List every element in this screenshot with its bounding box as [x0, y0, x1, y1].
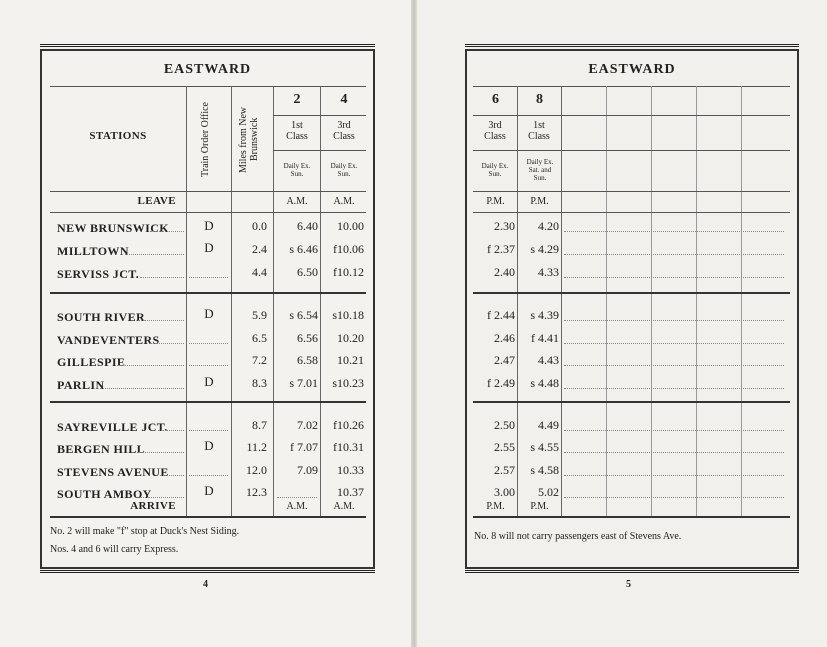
right-leave-divider — [473, 212, 790, 213]
station-leader — [100, 388, 184, 389]
train-6-time: 2.30 — [494, 219, 515, 233]
train-6-number: 6 — [492, 92, 499, 107]
train-8-number: 8 — [536, 92, 543, 107]
train-2-time: s 6.54 — [289, 308, 318, 322]
train-8-time: 4.43 — [538, 353, 559, 367]
office-leader — [189, 475, 228, 476]
station-leader — [140, 497, 184, 498]
train-2-time: 6.56 — [297, 331, 318, 345]
train-4-class: 3rd Class — [333, 120, 355, 142]
station-name: NEW BRUNSWICK — [57, 221, 169, 235]
station-leader — [150, 343, 184, 344]
train-8-time: s 4.29 — [530, 242, 559, 256]
miles-value: 2.4 — [252, 242, 267, 256]
train-6-time: 2.57 — [494, 463, 515, 477]
leave-label: LEAVE — [137, 195, 176, 207]
left-train-num-divider — [273, 115, 366, 116]
left-group-divider-2 — [50, 401, 366, 403]
right-group-divider-2 — [473, 401, 790, 403]
station-leader — [158, 430, 184, 431]
miles-header: Miles from New Brunswick — [238, 106, 260, 173]
station-name: VANDEVENTERS — [57, 333, 160, 347]
train-2-time: 6.58 — [297, 353, 318, 367]
train-4-time: f10.31 — [333, 440, 364, 454]
left-note-1: No. 2 will make "f" stop at Duck's Nest Siding. — [50, 526, 240, 537]
station-leader — [138, 320, 184, 321]
miles-value: 8.7 — [252, 418, 267, 432]
station-name: STEVENS AVENUE — [57, 465, 169, 479]
right-timetable-frame — [465, 49, 799, 569]
row-leader — [564, 320, 784, 321]
station-name: SAYREVILLE JCT. — [57, 420, 168, 434]
office-leader — [189, 365, 228, 366]
row-leader — [564, 365, 784, 366]
office-leader — [189, 430, 228, 431]
right-group-divider-1 — [473, 292, 790, 294]
miles-value: 12.0 — [246, 463, 267, 477]
row-leader — [564, 430, 784, 431]
train-8-time: s 4.48 — [530, 376, 559, 390]
right-header-divider — [473, 191, 790, 192]
train-4-time: 10.33 — [337, 463, 364, 477]
office-code: D — [204, 218, 214, 233]
stations-header: STATIONS — [89, 130, 147, 142]
train-2-time: s 7.01 — [289, 376, 318, 390]
train-8-time: 4.20 — [538, 219, 559, 233]
arrive-t2-ampm: A.M. — [286, 501, 308, 512]
train-2-number: 2 — [293, 92, 301, 107]
right-class-divider — [473, 150, 790, 151]
train-8-time: s 4.58 — [530, 463, 559, 477]
right-note: No. 8 will not carry passengers east of Stevens Ave. — [474, 531, 682, 542]
station-name: BERGEN HILL — [57, 442, 146, 456]
train-6-time: 2.55 — [494, 440, 515, 454]
train-4-time: 10.21 — [337, 353, 364, 367]
station-name: PARLIN — [57, 378, 105, 392]
office-code: D — [204, 483, 214, 498]
miles-value: 4.4 — [252, 265, 267, 279]
train-2-time-leader — [277, 497, 317, 498]
row-leader — [564, 497, 784, 498]
station-leader — [125, 254, 184, 255]
station-name: GILLESPIE — [57, 355, 126, 369]
row-leader — [564, 231, 784, 232]
train-6-time: f 2.49 — [487, 376, 515, 390]
leave-t2-ampm: A.M. — [286, 196, 308, 207]
train-8-time: s 4.39 — [530, 308, 559, 322]
train-6-time: f 2.37 — [487, 242, 515, 256]
train-4-time: f10.12 — [333, 265, 364, 279]
leave-t6-ampm: P.M. — [486, 196, 505, 207]
train-4-time: f10.06 — [333, 242, 364, 256]
arrive-t4-ampm: A.M. — [333, 501, 355, 512]
train-6-time: 2.50 — [494, 418, 515, 432]
right-title: EASTWARD — [588, 62, 676, 77]
train-8-class: 1st Class — [528, 120, 550, 142]
miles-value: 11.2 — [246, 440, 267, 454]
train-2-time: 6.40 — [297, 219, 318, 233]
miles-value: 0.0 — [252, 219, 267, 233]
train-4-days: Daily Ex. Sun. — [330, 162, 358, 178]
station-leader — [138, 452, 184, 453]
office-code: D — [204, 240, 214, 255]
left-header-divider — [50, 191, 366, 192]
left-leave-divider — [50, 212, 366, 213]
right-title-divider — [473, 86, 790, 87]
left-class-divider — [273, 150, 366, 151]
train-4-time: s10.23 — [332, 376, 364, 390]
train-6-time: f 2.44 — [487, 308, 515, 322]
row-leader — [564, 388, 784, 389]
arrive-t8-ampm: P.M. — [530, 501, 549, 512]
train-order-office-header: Train Order Office — [200, 102, 211, 177]
left-note-2: Nos. 4 and 6 will carry Express. — [50, 544, 179, 555]
right-table-bottom — [473, 516, 790, 518]
row-leader — [564, 277, 784, 278]
train-2-time: f 7.07 — [290, 440, 318, 454]
miles-value: 8.3 — [252, 376, 267, 390]
office-leader — [189, 343, 228, 344]
arrive-label: ARRIVE — [130, 500, 176, 512]
station-name: SOUTH RIVER — [57, 310, 146, 324]
office-code: D — [204, 438, 214, 453]
miles-value: 6.5 — [252, 331, 267, 345]
station-name: SERVISS JCT. — [57, 267, 140, 281]
left-group-divider-1 — [50, 292, 366, 294]
right-page-number: 5 — [626, 579, 631, 590]
train-8-time: 5.02 — [538, 485, 559, 499]
train-2-time: 6.50 — [297, 265, 318, 279]
station-name: MILLTOWN — [57, 244, 129, 258]
miles-value: 5.9 — [252, 308, 267, 322]
miles-value: 7.2 — [252, 353, 267, 367]
office-leader — [189, 277, 228, 278]
train-8-days: Daily Ex. Sat. and Sun. — [526, 158, 554, 182]
miles-value: 12.3 — [246, 485, 267, 499]
left-page-number: 4 — [203, 579, 208, 590]
train-4-time: 10.37 — [337, 485, 364, 499]
train-4-time: s10.18 — [332, 308, 364, 322]
row-leader — [564, 343, 784, 344]
left-title: EASTWARD — [163, 62, 252, 77]
station-leader — [160, 475, 184, 476]
train-6-time: 2.40 — [494, 265, 515, 279]
train-6-class: 3rd Class — [484, 120, 506, 142]
left-title-divider — [50, 86, 366, 87]
station-leader — [118, 365, 184, 366]
train-6-time: 2.46 — [494, 331, 515, 345]
left-bottom-rule — [40, 570, 375, 573]
office-code: D — [204, 374, 214, 389]
train-2-time: 7.09 — [297, 463, 318, 477]
train-2-class: 1st Class — [286, 120, 308, 142]
train-8-time: 4.33 — [538, 265, 559, 279]
train-6-days: Daily Ex. Sun. — [481, 162, 509, 178]
right-bottom-rule — [465, 570, 799, 573]
station-name: SOUTH AMBOY — [57, 487, 152, 501]
row-leader — [564, 452, 784, 453]
station-leader — [140, 277, 184, 278]
station-leader — [150, 231, 184, 232]
train-4-number: 4 — [340, 92, 348, 107]
book-gutter — [411, 0, 417, 647]
leave-t4-ampm: A.M. — [333, 196, 355, 207]
train-2-days: Daily Ex. Sun. — [283, 162, 311, 178]
train-8-time: s 4.55 — [530, 440, 559, 454]
row-leader — [564, 254, 784, 255]
arrive-t6-ampm: P.M. — [486, 501, 505, 512]
train-6-time: 3.00 — [494, 485, 515, 499]
left-top-rule — [40, 44, 375, 47]
train-6-time: 2.47 — [494, 353, 515, 367]
right-top-rule — [465, 44, 799, 47]
train-8-time: 4.49 — [538, 418, 559, 432]
train-8-time: f 4.41 — [531, 331, 559, 345]
office-code: D — [204, 306, 214, 321]
train-4-time: f10.26 — [333, 418, 364, 432]
train-2-time: s 6.46 — [289, 242, 318, 256]
row-leader — [564, 475, 784, 476]
right-train-num-divider — [473, 115, 790, 116]
train-2-time: 7.02 — [297, 418, 318, 432]
train-4-time: 10.00 — [337, 219, 364, 233]
leave-t8-ampm: P.M. — [530, 196, 549, 207]
train-4-time: 10.20 — [337, 331, 364, 345]
left-table-bottom — [50, 516, 366, 518]
